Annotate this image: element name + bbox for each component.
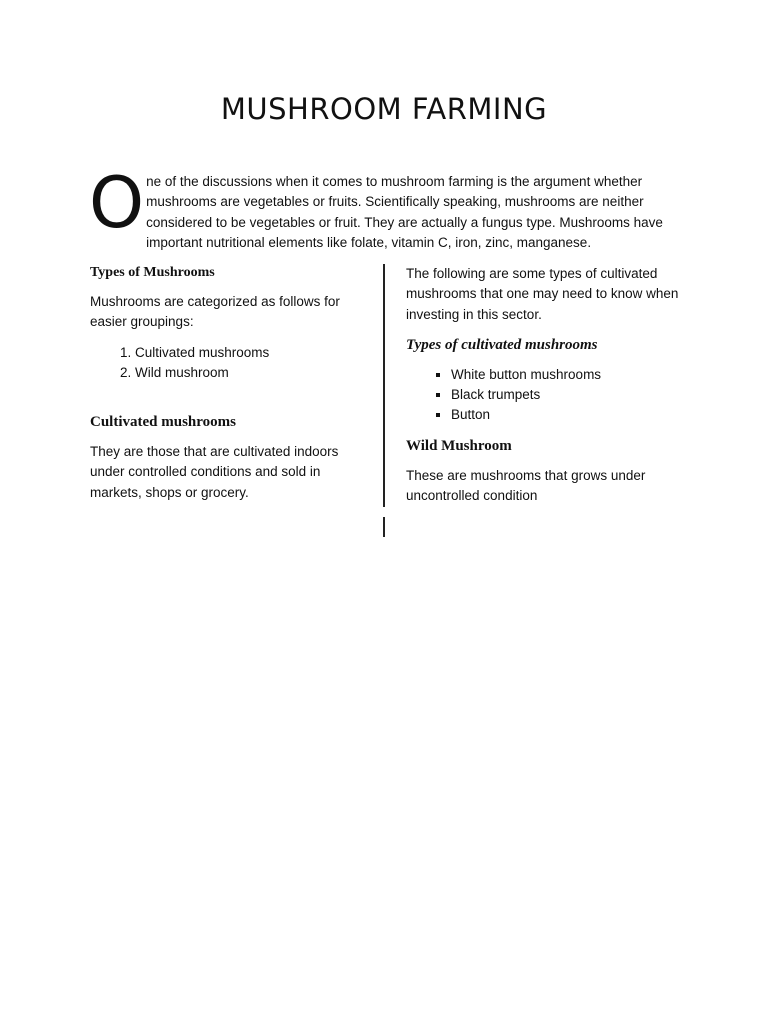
list-item: ▪ Button bbox=[451, 405, 686, 425]
types-text: Mushrooms are categorized as follows for easier groupings: bbox=[90, 294, 340, 330]
cultivated-types-heading: Types of cultivated mushrooms bbox=[406, 336, 598, 353]
intro-text: ne of the discussions when it comes to mushroom farming is the argument whether mushrooms are vegetables or fruits. Scientifically speaking, mushrooms are neither considered to be vegetables or fruit. They are actually a fungus type. Mushrooms have important nutritional elements like folate, vitamin C, iron, zinc, manganese. bbox=[146, 174, 663, 250]
column-divider bbox=[383, 264, 385, 507]
wild-heading: Wild Mushroom bbox=[406, 437, 512, 454]
intro-paragraph bbox=[89, 162, 680, 253]
right-intro-text: The following are some types of cultivated mushrooms that one may need to know when investing in this sector. bbox=[406, 266, 679, 322]
cultivated-heading: Cultivated mushrooms bbox=[90, 414, 236, 431]
column-divider-tail bbox=[383, 517, 385, 537]
drop-cap: O bbox=[89, 162, 145, 244]
types-heading: Types of Mushrooms bbox=[90, 265, 215, 280]
wild-text: These are mushrooms that grows under uncontrolled condition bbox=[406, 467, 646, 504]
list-item: ▪ White button mushrooms bbox=[451, 365, 686, 385]
list-item: 1. Cultivated mushrooms bbox=[135, 343, 370, 363]
right-column bbox=[406, 264, 686, 506]
left-column bbox=[90, 262, 370, 503]
document-title: MUSHROOM FARMING bbox=[220, 92, 548, 126]
cultivated-text: They are those that are cultivated indoors under controlled conditions and sold in markets, shops or grocery. bbox=[90, 444, 339, 500]
list-item: ▪ Black trumpets bbox=[451, 385, 686, 405]
types-list bbox=[90, 343, 370, 384]
cultivated-types-list bbox=[406, 365, 686, 426]
list-item: 2. Wild mushroom bbox=[135, 363, 370, 383]
